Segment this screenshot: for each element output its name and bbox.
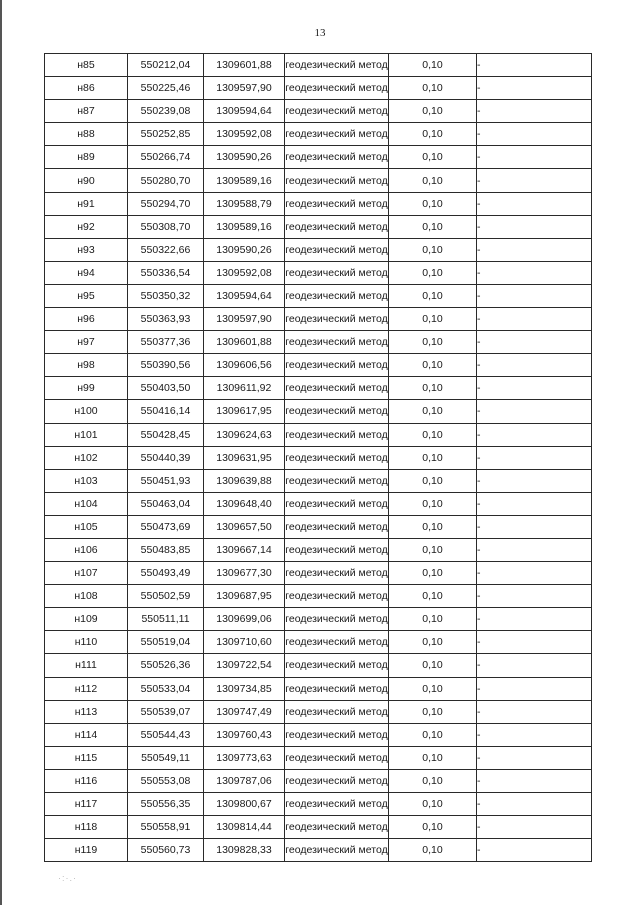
table-row xyxy=(45,654,592,677)
y-coordinate-cell: 1309687,95 xyxy=(204,585,285,608)
accuracy-cell: 0,10 xyxy=(389,746,477,769)
x-coordinate-cell: 550539,07 xyxy=(128,700,204,723)
table-row xyxy=(45,446,592,469)
table-row xyxy=(45,631,592,654)
table-row xyxy=(45,284,592,307)
table-row xyxy=(45,100,592,123)
x-coordinate-cell: 550533,04 xyxy=(128,677,204,700)
point-name-cell: н115 xyxy=(45,746,128,769)
method-cell: геодезический метод xyxy=(285,169,389,192)
method-cell: геодезический метод xyxy=(285,331,389,354)
x-coordinate-cell: 550451,93 xyxy=(128,469,204,492)
table-row xyxy=(45,746,592,769)
x-coordinate-cell: 550473,69 xyxy=(128,515,204,538)
table-row xyxy=(45,585,592,608)
table-row xyxy=(45,793,592,816)
table-row xyxy=(45,723,592,746)
x-coordinate-cell: 550493,49 xyxy=(128,562,204,585)
x-coordinate-cell: 550556,35 xyxy=(128,793,204,816)
note-cell: - xyxy=(477,469,592,492)
note-cell: - xyxy=(477,446,592,469)
method-cell: геодезический метод xyxy=(285,816,389,839)
note-cell: - xyxy=(477,308,592,331)
note-cell: - xyxy=(477,515,592,538)
accuracy-cell: 0,10 xyxy=(389,816,477,839)
accuracy-cell: 0,10 xyxy=(389,538,477,561)
accuracy-cell: 0,10 xyxy=(389,515,477,538)
table-row xyxy=(45,192,592,215)
point-name-cell: н91 xyxy=(45,192,128,215)
y-coordinate-cell: 1309589,16 xyxy=(204,169,285,192)
y-coordinate-cell: 1309773,63 xyxy=(204,746,285,769)
note-cell: - xyxy=(477,331,592,354)
accuracy-cell: 0,10 xyxy=(389,700,477,723)
table-row xyxy=(45,354,592,377)
table-row xyxy=(45,331,592,354)
note-cell: - xyxy=(477,100,592,123)
point-name-cell: н109 xyxy=(45,608,128,631)
table-row xyxy=(45,515,592,538)
accuracy-cell: 0,10 xyxy=(389,446,477,469)
point-name-cell: н85 xyxy=(45,54,128,77)
point-name-cell: н104 xyxy=(45,492,128,515)
table-row xyxy=(45,308,592,331)
y-coordinate-cell: 1309677,30 xyxy=(204,562,285,585)
point-name-cell: н105 xyxy=(45,515,128,538)
note-cell: - xyxy=(477,746,592,769)
point-name-cell: н98 xyxy=(45,354,128,377)
x-coordinate-cell: 550416,14 xyxy=(128,400,204,423)
method-cell: геодезический метод xyxy=(285,423,389,446)
method-cell: геодезический метод xyxy=(285,446,389,469)
table-row xyxy=(45,816,592,839)
x-coordinate-cell: 550363,93 xyxy=(128,308,204,331)
x-coordinate-cell: 550225,46 xyxy=(128,77,204,100)
y-coordinate-cell: 1309597,90 xyxy=(204,77,285,100)
method-cell: геодезический метод xyxy=(285,400,389,423)
y-coordinate-cell: 1309601,88 xyxy=(204,331,285,354)
note-cell: - xyxy=(477,261,592,284)
point-name-cell: н100 xyxy=(45,400,128,423)
y-coordinate-cell: 1309592,08 xyxy=(204,261,285,284)
y-coordinate-cell: 1309639,88 xyxy=(204,469,285,492)
y-coordinate-cell: 1309594,64 xyxy=(204,284,285,307)
method-cell: геодезический метод xyxy=(285,146,389,169)
method-cell: геодезический метод xyxy=(285,308,389,331)
x-coordinate-cell: 550526,36 xyxy=(128,654,204,677)
accuracy-cell: 0,10 xyxy=(389,377,477,400)
point-name-cell: н112 xyxy=(45,677,128,700)
note-cell: - xyxy=(477,192,592,215)
accuracy-cell: 0,10 xyxy=(389,215,477,238)
table-row xyxy=(45,608,592,631)
note-cell: - xyxy=(477,562,592,585)
y-coordinate-cell: 1309760,43 xyxy=(204,723,285,746)
method-cell: геодезический метод xyxy=(285,354,389,377)
y-coordinate-cell: 1309617,95 xyxy=(204,400,285,423)
x-coordinate-cell: 550280,70 xyxy=(128,169,204,192)
note-cell: - xyxy=(477,377,592,400)
method-cell: геодезический метод xyxy=(285,839,389,862)
accuracy-cell: 0,10 xyxy=(389,839,477,862)
table-row xyxy=(45,215,592,238)
x-coordinate-cell: 550336,54 xyxy=(128,261,204,284)
note-cell: - xyxy=(477,769,592,792)
note-cell: - xyxy=(477,146,592,169)
method-cell: геодезический метод xyxy=(285,562,389,585)
table-row xyxy=(45,769,592,792)
method-cell: геодезический метод xyxy=(285,746,389,769)
y-coordinate-cell: 1309597,90 xyxy=(204,308,285,331)
y-coordinate-cell: 1309588,79 xyxy=(204,192,285,215)
point-name-cell: н106 xyxy=(45,538,128,561)
method-cell: геодезический метод xyxy=(285,654,389,677)
accuracy-cell: 0,10 xyxy=(389,423,477,446)
y-coordinate-cell: 1309594,64 xyxy=(204,100,285,123)
table-row xyxy=(45,169,592,192)
accuracy-cell: 0,10 xyxy=(389,677,477,700)
note-cell: - xyxy=(477,677,592,700)
note-cell: - xyxy=(477,215,592,238)
y-coordinate-cell: 1309828,33 xyxy=(204,839,285,862)
point-name-cell: н103 xyxy=(45,469,128,492)
accuracy-cell: 0,10 xyxy=(389,123,477,146)
method-cell: геодезический метод xyxy=(285,515,389,538)
accuracy-cell: 0,10 xyxy=(389,400,477,423)
note-cell: - xyxy=(477,284,592,307)
method-cell: геодезический метод xyxy=(285,377,389,400)
x-coordinate-cell: 550440,39 xyxy=(128,446,204,469)
accuracy-cell: 0,10 xyxy=(389,608,477,631)
note-cell: - xyxy=(477,816,592,839)
y-coordinate-cell: 1309592,08 xyxy=(204,123,285,146)
point-name-cell: н102 xyxy=(45,446,128,469)
note-cell: - xyxy=(477,54,592,77)
x-coordinate-cell: 550252,85 xyxy=(128,123,204,146)
point-name-cell: н111 xyxy=(45,654,128,677)
point-name-cell: н107 xyxy=(45,562,128,585)
accuracy-cell: 0,10 xyxy=(389,331,477,354)
table-row xyxy=(45,423,592,446)
method-cell: геодезический метод xyxy=(285,284,389,307)
y-coordinate-cell: 1309814,44 xyxy=(204,816,285,839)
note-cell: - xyxy=(477,793,592,816)
x-coordinate-cell: 550377,36 xyxy=(128,331,204,354)
accuracy-cell: 0,10 xyxy=(389,169,477,192)
point-name-cell: н99 xyxy=(45,377,128,400)
point-name-cell: н93 xyxy=(45,238,128,261)
accuracy-cell: 0,10 xyxy=(389,469,477,492)
table-row xyxy=(45,839,592,862)
y-coordinate-cell: 1309699,06 xyxy=(204,608,285,631)
point-name-cell: н117 xyxy=(45,793,128,816)
note-cell: - xyxy=(477,723,592,746)
accuracy-cell: 0,10 xyxy=(389,77,477,100)
accuracy-cell: 0,10 xyxy=(389,723,477,746)
table-row xyxy=(45,492,592,515)
x-coordinate-cell: 550294,70 xyxy=(128,192,204,215)
x-coordinate-cell: 550483,85 xyxy=(128,538,204,561)
note-cell: - xyxy=(477,169,592,192)
method-cell: геодезический метод xyxy=(285,77,389,100)
table-row xyxy=(45,123,592,146)
y-coordinate-cell: 1309601,88 xyxy=(204,54,285,77)
method-cell: геодезический метод xyxy=(285,261,389,284)
point-name-cell: н89 xyxy=(45,146,128,169)
method-cell: геодезический метод xyxy=(285,700,389,723)
y-coordinate-cell: 1309747,49 xyxy=(204,700,285,723)
point-name-cell: н87 xyxy=(45,100,128,123)
point-name-cell: н94 xyxy=(45,261,128,284)
table-row xyxy=(45,261,592,284)
x-coordinate-cell: 550519,04 xyxy=(128,631,204,654)
accuracy-cell: 0,10 xyxy=(389,261,477,284)
point-name-cell: н101 xyxy=(45,423,128,446)
x-coordinate-cell: 550239,08 xyxy=(128,100,204,123)
note-cell: - xyxy=(477,585,592,608)
x-coordinate-cell: 550266,74 xyxy=(128,146,204,169)
table-row xyxy=(45,77,592,100)
method-cell: геодезический метод xyxy=(285,469,389,492)
y-coordinate-cell: 1309590,26 xyxy=(204,146,285,169)
accuracy-cell: 0,10 xyxy=(389,284,477,307)
x-coordinate-cell: 550511,11 xyxy=(128,608,204,631)
accuracy-cell: 0,10 xyxy=(389,654,477,677)
table-row xyxy=(45,54,592,77)
method-cell: геодезический метод xyxy=(285,238,389,261)
y-coordinate-cell: 1309590,26 xyxy=(204,238,285,261)
x-coordinate-cell: 550553,08 xyxy=(128,769,204,792)
y-coordinate-cell: 1309667,14 xyxy=(204,538,285,561)
table-row xyxy=(45,146,592,169)
x-coordinate-cell: 550560,73 xyxy=(128,839,204,862)
point-name-cell: н108 xyxy=(45,585,128,608)
note-cell: - xyxy=(477,492,592,515)
y-coordinate-cell: 1309722,54 xyxy=(204,654,285,677)
point-name-cell: н96 xyxy=(45,308,128,331)
note-cell: - xyxy=(477,700,592,723)
method-cell: геодезический метод xyxy=(285,54,389,77)
method-cell: геодезический метод xyxy=(285,585,389,608)
y-coordinate-cell: 1309800,67 xyxy=(204,793,285,816)
y-coordinate-cell: 1309606,56 xyxy=(204,354,285,377)
method-cell: геодезический метод xyxy=(285,769,389,792)
x-coordinate-cell: 550558,91 xyxy=(128,816,204,839)
note-cell: - xyxy=(477,839,592,862)
scan-left-edge xyxy=(0,0,2,905)
scan-noise: ·:·.· xyxy=(58,873,77,883)
note-cell: - xyxy=(477,400,592,423)
accuracy-cell: 0,10 xyxy=(389,308,477,331)
point-name-cell: н97 xyxy=(45,331,128,354)
accuracy-cell: 0,10 xyxy=(389,192,477,215)
note-cell: - xyxy=(477,608,592,631)
accuracy-cell: 0,10 xyxy=(389,492,477,515)
x-coordinate-cell: 550350,32 xyxy=(128,284,204,307)
table-row xyxy=(45,400,592,423)
point-name-cell: н113 xyxy=(45,700,128,723)
accuracy-cell: 0,10 xyxy=(389,354,477,377)
point-name-cell: н110 xyxy=(45,631,128,654)
y-coordinate-cell: 1309734,85 xyxy=(204,677,285,700)
x-coordinate-cell: 550403,50 xyxy=(128,377,204,400)
method-cell: геодезический метод xyxy=(285,492,389,515)
method-cell: геодезический метод xyxy=(285,100,389,123)
x-coordinate-cell: 550390,56 xyxy=(128,354,204,377)
x-coordinate-cell: 550544,43 xyxy=(128,723,204,746)
accuracy-cell: 0,10 xyxy=(389,631,477,654)
method-cell: геодезический метод xyxy=(285,215,389,238)
x-coordinate-cell: 550463,04 xyxy=(128,492,204,515)
accuracy-cell: 0,10 xyxy=(389,562,477,585)
table-row xyxy=(45,562,592,585)
accuracy-cell: 0,10 xyxy=(389,769,477,792)
y-coordinate-cell: 1309710,60 xyxy=(204,631,285,654)
x-coordinate-cell: 550212,04 xyxy=(128,54,204,77)
method-cell: геодезический метод xyxy=(285,677,389,700)
y-coordinate-cell: 1309657,50 xyxy=(204,515,285,538)
table-row xyxy=(45,677,592,700)
note-cell: - xyxy=(477,423,592,446)
note-cell: - xyxy=(477,538,592,561)
point-name-cell: н116 xyxy=(45,769,128,792)
accuracy-cell: 0,10 xyxy=(389,793,477,816)
x-coordinate-cell: 550502,59 xyxy=(128,585,204,608)
table-row xyxy=(45,700,592,723)
accuracy-cell: 0,10 xyxy=(389,54,477,77)
note-cell: - xyxy=(477,77,592,100)
accuracy-cell: 0,10 xyxy=(389,100,477,123)
coordinates-table xyxy=(44,53,592,862)
method-cell: геодезический метод xyxy=(285,793,389,816)
point-name-cell: н90 xyxy=(45,169,128,192)
note-cell: - xyxy=(477,123,592,146)
y-coordinate-cell: 1309589,16 xyxy=(204,215,285,238)
note-cell: - xyxy=(477,354,592,377)
method-cell: геодезический метод xyxy=(285,723,389,746)
point-name-cell: н92 xyxy=(45,215,128,238)
method-cell: геодезический метод xyxy=(285,192,389,215)
note-cell: - xyxy=(477,654,592,677)
table-row xyxy=(45,377,592,400)
y-coordinate-cell: 1309631,95 xyxy=(204,446,285,469)
x-coordinate-cell: 550428,45 xyxy=(128,423,204,446)
table-row xyxy=(45,538,592,561)
x-coordinate-cell: 550322,66 xyxy=(128,238,204,261)
page-number: 13 xyxy=(314,27,326,39)
accuracy-cell: 0,10 xyxy=(389,238,477,261)
point-name-cell: н114 xyxy=(45,723,128,746)
y-coordinate-cell: 1309787,06 xyxy=(204,769,285,792)
coordinates-table-body xyxy=(45,54,592,862)
table-row xyxy=(45,469,592,492)
point-name-cell: н88 xyxy=(45,123,128,146)
note-cell: - xyxy=(477,631,592,654)
x-coordinate-cell: 550549,11 xyxy=(128,746,204,769)
y-coordinate-cell: 1309624,63 xyxy=(204,423,285,446)
x-coordinate-cell: 550308,70 xyxy=(128,215,204,238)
method-cell: геодезический метод xyxy=(285,608,389,631)
y-coordinate-cell: 1309611,92 xyxy=(204,377,285,400)
point-name-cell: н118 xyxy=(45,816,128,839)
method-cell: геодезический метод xyxy=(285,538,389,561)
point-name-cell: н86 xyxy=(45,77,128,100)
point-name-cell: н119 xyxy=(45,839,128,862)
point-name-cell: н95 xyxy=(45,284,128,307)
table-row xyxy=(45,238,592,261)
accuracy-cell: 0,10 xyxy=(389,146,477,169)
method-cell: геодезический метод xyxy=(285,631,389,654)
method-cell: геодезический метод xyxy=(285,123,389,146)
y-coordinate-cell: 1309648,40 xyxy=(204,492,285,515)
note-cell: - xyxy=(477,238,592,261)
accuracy-cell: 0,10 xyxy=(389,585,477,608)
